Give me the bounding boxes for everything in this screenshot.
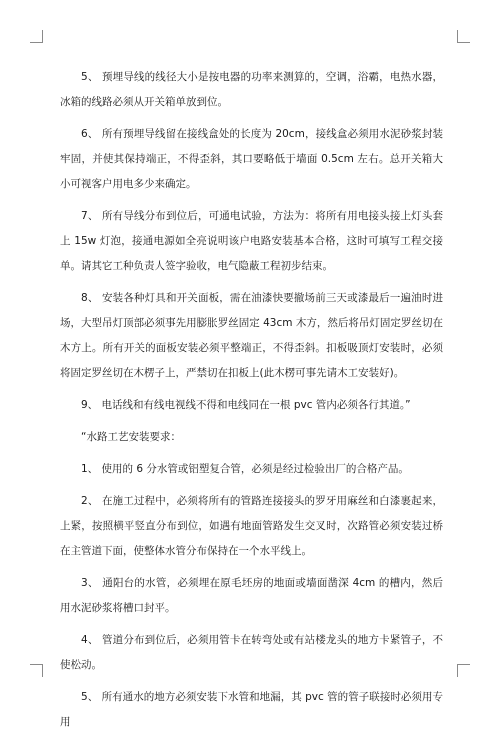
- paragraph-water-3: 3、 通阳台的水管，必须埋在原毛坯房的地面或墙面凿深 4cm 的槽内，然后用水泥砂浆将槽口封平。: [60, 577, 443, 614]
- paragraph-item-7: 7、 所有导线分布到位后，可通电试验，方法为：将所有用电接头接上灯头套上 15w 灯泡，接通电源如全亮说明该户电路安装基本合格，这时可填写工程交接单。请其它工种负责人签字验收，电气隐蔽工程初步结束。: [60, 210, 443, 272]
- crop-mark-top-left: [30, 30, 43, 43]
- paragraph-item-6: 6、 所有预埋导线留在接线盒处的长度为 20cm，接线盒必须用水泥砂浆封装牢固，并使其保持端正，不得歪斜，其口要略低于墙面 0.5cm 左右。总开关箱大小可视客户用电多少来确定。: [60, 128, 443, 190]
- paragraph-water-2: 2、 在施工过程中，必须将所有的管路连接接头的罗牙用麻丝和白漆裹起来，上紧，按照横平竖直分布到位，如遇有地面管路发生交叉时，次路管必须安装过桥在主管道下面，使整体水管分布保持在一个水平线上。: [60, 495, 443, 557]
- crop-mark-top-right: [457, 30, 470, 43]
- crop-mark-bottom-right: [457, 664, 470, 677]
- paragraph-item-5: 5、 预埋导线的线径大小是按电器的功率来测算的，空调，浴霸，电热水器，冰箱的线路必须从开关箱单放到位。: [60, 71, 443, 108]
- section-heading-water: “水路工艺安装要求：: [81, 431, 181, 443]
- crop-mark-bottom-left: [30, 664, 43, 677]
- paragraph-water-5: 5、 所有通水的地方必须安装下水管和地漏，其 pvc 管的管子联接时必须用专用: [60, 691, 443, 728]
- paragraph-item-9: 9、 电话线和有线电视线不得和电线同在一根 pvc 管内必须各行其道。”: [81, 399, 411, 411]
- paragraph-item-8: 8、 安装各种灯具和开关面板，需在油漆快要撤场前三天或漆最后一遍油时进场，大型吊灯顶部必须事先用膨胀罗丝固定 43cm 木方，然后将吊灯固定罗丝切在木方上。所有开关的面板安装必须平整端正，不得歪斜。扣板吸顶灯安装时，必须将固定罗丝切在木楞子上，严禁切在扣板上(此木楞可事先请木工安装好)。: [60, 292, 443, 379]
- paragraph-water-1: 1、 使用的 6 分水管或铝塑复合管，必须是经过检验出厂的合格产品。: [81, 463, 409, 475]
- document-body: [60, 65, 443, 742]
- paragraph-water-4: 4、 管道分布到位后，必须用管卡在转弯处或有站楼龙头的地方卡紧管子，不使松动。: [60, 634, 443, 671]
